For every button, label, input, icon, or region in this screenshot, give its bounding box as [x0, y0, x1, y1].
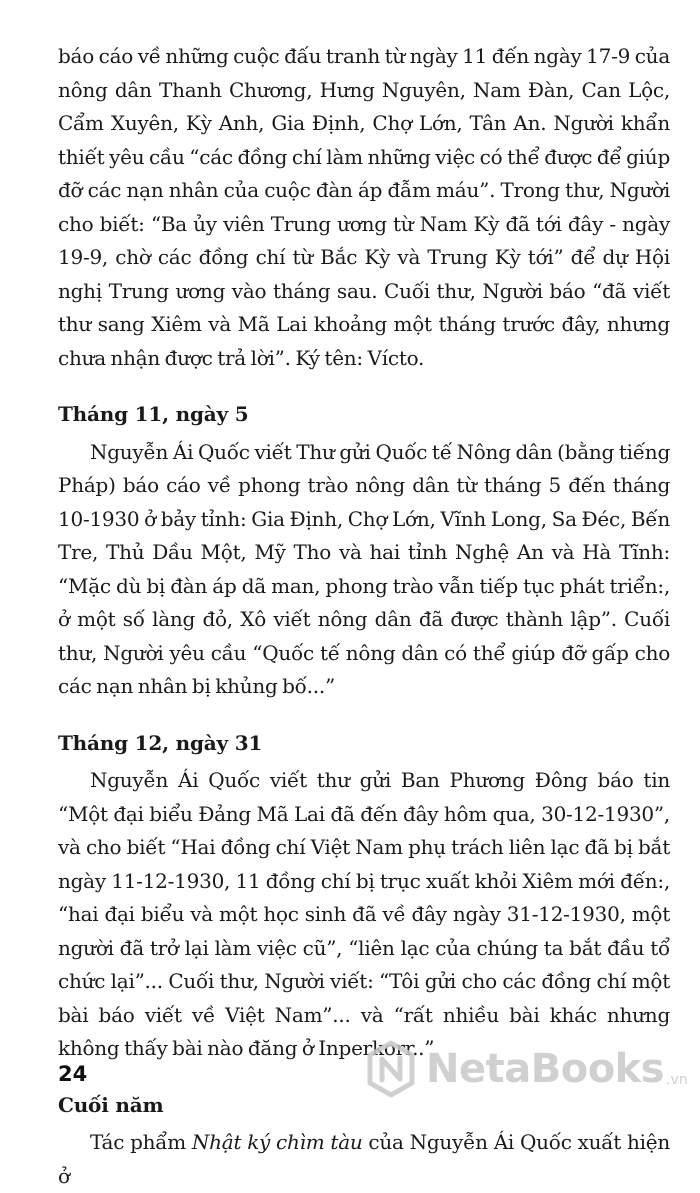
page-content — [58, 40, 670, 1193]
book-title-italic: Nhật ký chìm tàu — [191, 1130, 363, 1154]
year-end-text-after: của Nguyễn Ái Quốc xuất hiện ở — [58, 1130, 670, 1188]
year-end-text-before: Tác phẩm — [90, 1130, 192, 1154]
paragraph-november: Nguyễn Ái Quốc viết Thư gửi Quốc tế Nông dân (bằng tiếng Pháp) báo cáo về phong trào nông dân từ tháng 5 đến tháng 10-1930 ở bảy tỉnh: Gia Định, Chợ Lớn, Vĩnh Long, Sa Đéc, Bến Tre, Thủ Dầu Một, Mỹ Tho và hai tỉnh Nghệ An và Hà Tĩnh: “Mặc dù bị đàn áp dã man, phong trào vẫn tiếp tục phát triển:, ở một số làng đỏ, Xô viết nông dân đã được thành lập”. Cuối thư, Người yêu cầu “Quốc tế nông dân có thể giúp đỡ gấp cho các nạn nhân bị khủng bố...” — [58, 439, 670, 698]
watermark-brand: NetaBooks — [426, 1046, 665, 1092]
page-number: 24 — [58, 1062, 88, 1086]
watermark-suffix: .vn — [666, 1072, 688, 1088]
netabooks-logo-icon — [366, 1040, 416, 1098]
heading-november-5: Tháng 11, ngày 5 — [58, 402, 249, 426]
paragraph-year-end — [58, 1126, 670, 1193]
heading-december-31: Tháng 12, ngày 31 — [58, 730, 263, 755]
paragraph-december: Nguyễn Ái Quốc viết thư gửi Ban Phương Đông báo tin “Một đại biểu Đảng Mã Lai đã đến đây hôm qua, 30-12-1930”, và cho biết “Hai đồng chí Việt Nam phụ trách liên lạc đã bị bắt ngày 11-12-1930, 11 đồng chí bị trục xuất khỏi Xiêm mới đến:, “hai đại biểu và một học sinh đã về đây ngày 31-12-1930, một người đã trở lại làm việc cũ”, “liên lạc của chúng ta bắt đầu tổ chức lại”... Cuối thư, Người viết: “Tôi gửi cho các đồng chí một bài báo viết về Việt Nam”... và “rất nhiều bài khác nhưng không thấy bài nào đăng ở Inperkorr..” — [58, 768, 670, 1060]
paragraph-intro: báo cáo về những cuộc đấu tranh từ ngày 11 đến ngày 17-9 của nông dân Thanh Chương, Hưng Nguyên, Nam Đàn, Can Lộc, Cẩm Xuyên, Kỳ Anh, Gia Định, Chợ Lớn, Tân An. Người khẩn thiết yêu cầu “các đồng chí làm những việc có thể được để giúp đỡ các nạn nhân của cuộc đàn áp đẫm máu”. Trong thư, Người cho biết: “Ba ủy viên Trung ương từ Nam Kỳ đã tới đây - ngày 19-9, chờ các đồng chí từ Bắc Kỳ và Trung Kỳ tới” để dự Hội nghị Trung ương vào tháng sau. Cuối thư, Người báo “đã viết thư sang Xiêm và Mã Lai khoảng một tháng trước đây, nhưng chưa nhận được trả lời”. Ký tên: Vícto. — [58, 44, 670, 370]
watermark — [366, 1034, 688, 1104]
heading-year-end: Cuối năm — [58, 1092, 164, 1117]
